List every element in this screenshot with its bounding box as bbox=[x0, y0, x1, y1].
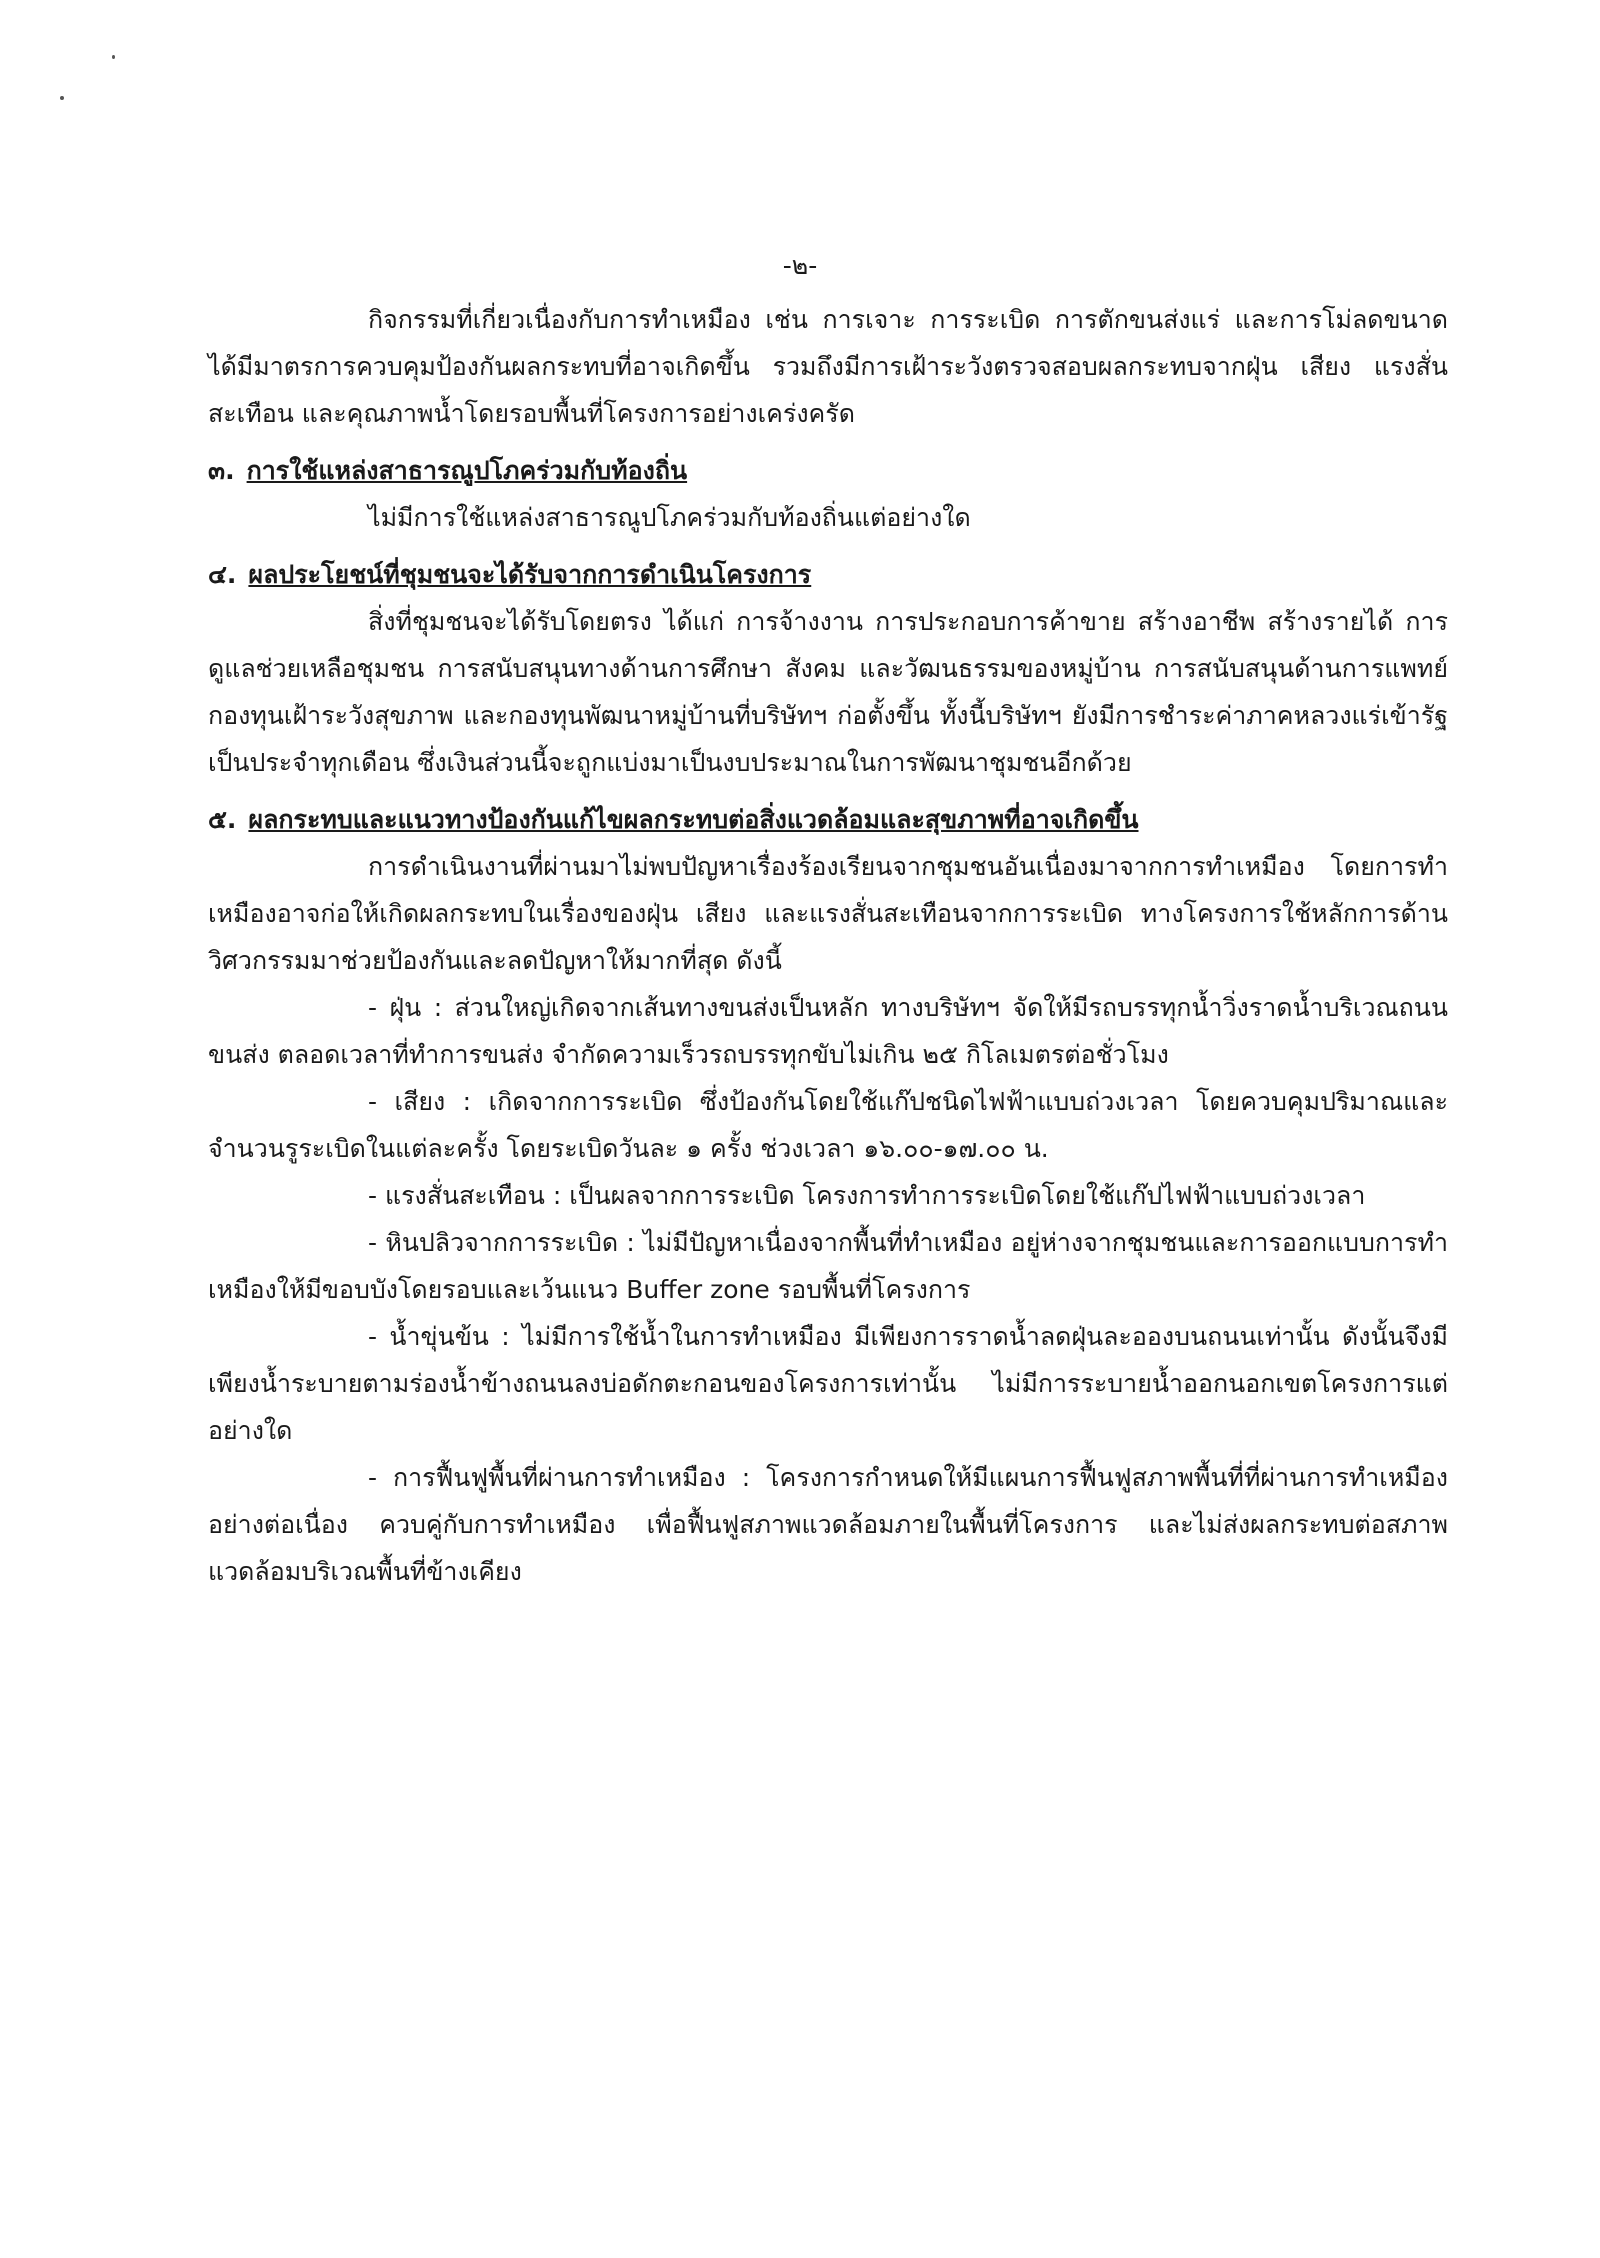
section-heading bbox=[208, 796, 1448, 843]
section-title: ผลกระทบและแนวทางป้องกันแก้ไขผลกระทบต่อสิ่งแวดล้อมและสุขภาพที่อาจเกิดขึ้น bbox=[248, 805, 1139, 834]
impact-item-noise: - เสียง : เกิดจากการระเบิด ซึ่งป้องกันโดยใช้แก๊ปชนิดไฟฟ้าแบบถ่วงเวลา โดยควบคุมปริมาณและจำนวนรูระเบิดในแต่ละครั้ง โดยระเบิดวันละ ๑ ครั้ง ช่วงเวลา ๑๖.๐๐-๑๗.๐๐ น. bbox=[208, 1087, 1448, 1163]
impact-item-rehabilitation: - การฟื้นฟูพื้นที่ผ่านการทำเหมือง : โครงการกำหนดให้มีแผนการฟื้นฟูสภาพพื้นที่ที่ผ่านการทำเหมืองอย่างต่อเนื่อง ควบคู่กับการทำเหมือง เพื่อฟื้นฟูสภาพแวดล้อมภายในพื้นที่โครงการ และไม่ส่งผลกระทบต่อสภาพแวดล้อมบริเวณพื้นที่ข้างเคียง bbox=[208, 1463, 1448, 1586]
section-number: ๔. bbox=[208, 560, 237, 589]
scan-speck bbox=[60, 96, 64, 100]
section-4 bbox=[208, 551, 1448, 786]
section-title: การใช้แหล่งสาธารณูปโภคร่วมกับท้องถิ่น bbox=[246, 456, 688, 485]
section-3 bbox=[208, 447, 1448, 541]
section-heading bbox=[208, 551, 1448, 598]
section-number: ๕. bbox=[208, 805, 237, 834]
section-5 bbox=[208, 796, 1448, 1595]
document-body bbox=[208, 296, 1448, 1595]
impact-item-vibration: - แรงสั่นสะเทือน : เป็นผลจากการระเบิด โครงการทำการระเบิดโดยใช้แก๊ปไฟฟ้าแบบถ่วงเวลา bbox=[368, 1181, 1366, 1210]
impact-item-dust: - ฝุ่น : ส่วนใหญ่เกิดจากเส้นทางขนส่งเป็นหลัก ทางบริษัทฯ จัดให้มีรถบรรทุกน้ำวิ่งราดน้ำบริเวณถนนขนส่ง ตลอดเวลาที่ทำการขนส่ง จำกัดความเร็วรถบรรทุกขับไม่เกิน ๒๕ กิโลเมตรต่อชั่วโมง bbox=[208, 993, 1448, 1069]
page-number: -๒- bbox=[782, 251, 818, 280]
scan-speck bbox=[112, 55, 115, 59]
section-title: ผลประโยชน์ที่ชุมชนจะได้รับจากการดำเนินโครงการ bbox=[248, 560, 812, 589]
impact-item-flyrock: - หินปลิวจากการระเบิด : ไม่มีปัญหาเนื่องจากพื้นที่ทำเหมือง อยู่ห่างจากชุมชนและการออกแบบการทำเหมืองให้มีขอบบังโดยรอบและเว้นแนว Buffer zone รอบพื้นที่โครงการ bbox=[208, 1228, 1448, 1304]
section-heading bbox=[208, 447, 1448, 494]
impact-item-turbid-water: - น้ำขุ่นข้น : ไม่มีการใช้น้ำในการทำเหมือง มีเพียงการราดน้ำลดฝุ่นละอองบนถนนเท่านั้น ดังนั้นจึงมีเพียงน้ำระบายตามร่องน้ำข้างถนนลงบ่อดักตะกอนของโครงการเท่านั้น ไม่มีการระบายน้ำออกนอกเขตโครงการแต่อย่างใด bbox=[208, 1322, 1448, 1445]
section-paragraph: สิ่งที่ชุมชนจะได้รับโดยตรง ได้แก่ การจ้างงาน การประกอบการค้าขาย สร้างอาชีพ สร้างรายได้ การดูแลช่วยเหลือชุมชน การสนับสนุนทางด้านการศึกษา สังคม และวัฒนธรรมของหมู่บ้าน การสนับสนุนด้านการแพทย์ กองทุนเฝ้าระวังสุขภาพ และกองทุนพัฒนาหมู่บ้านที่บริษัทฯ ก่อตั้งขึ้น ทั้งนี้บริษัทฯ ยังมีการชำระค่าภาคหลวงแร่เข้ารัฐเป็นประจำทุกเดือน ซึ่งเงินส่วนนี้จะถูกแบ่งมาเป็นงบประมาณในการพัฒนาชุมชนอีกด้วย bbox=[208, 607, 1448, 777]
intro-paragraph: กิจกรรมที่เกี่ยวเนื่องกับการทำเหมือง เช่น การเจาะ การระเบิด การตักขนส่งแร่ และการโม่ลดขนาด ได้มีมาตรการควบคุมป้องกันผลกระทบที่อาจเกิดขึ้น รวมถึงมีการเฝ้าระวังตรวจสอบผลกระทบจากฝุ่น เสียง แรงสั่นสะเทือน และคุณภาพน้ำโดยรอบพื้นที่โครงการอย่างเคร่งครัด bbox=[208, 305, 1448, 428]
section-number: ๓. bbox=[208, 456, 235, 485]
section-paragraph: การดำเนินงานที่ผ่านมาไม่พบปัญหาเรื่องร้องเรียนจากชุมชนอันเนื่องมาจากการทำเหมือง โดยการทำเหมืองอาจก่อให้เกิดผลกระทบในเรื่องของฝุ่น เสียง และแรงสั่นสะเทือนจากการระเบิด ทางโครงการใช้หลักการด้านวิศวกรรมมาช่วยป้องกันและลดปัญหาให้มากที่สุด ดังนี้ bbox=[208, 852, 1448, 975]
section-paragraph: ไม่มีการใช้แหล่งสาธารณูปโภคร่วมกับท้องถิ่นแต่อย่างใด bbox=[368, 503, 971, 532]
